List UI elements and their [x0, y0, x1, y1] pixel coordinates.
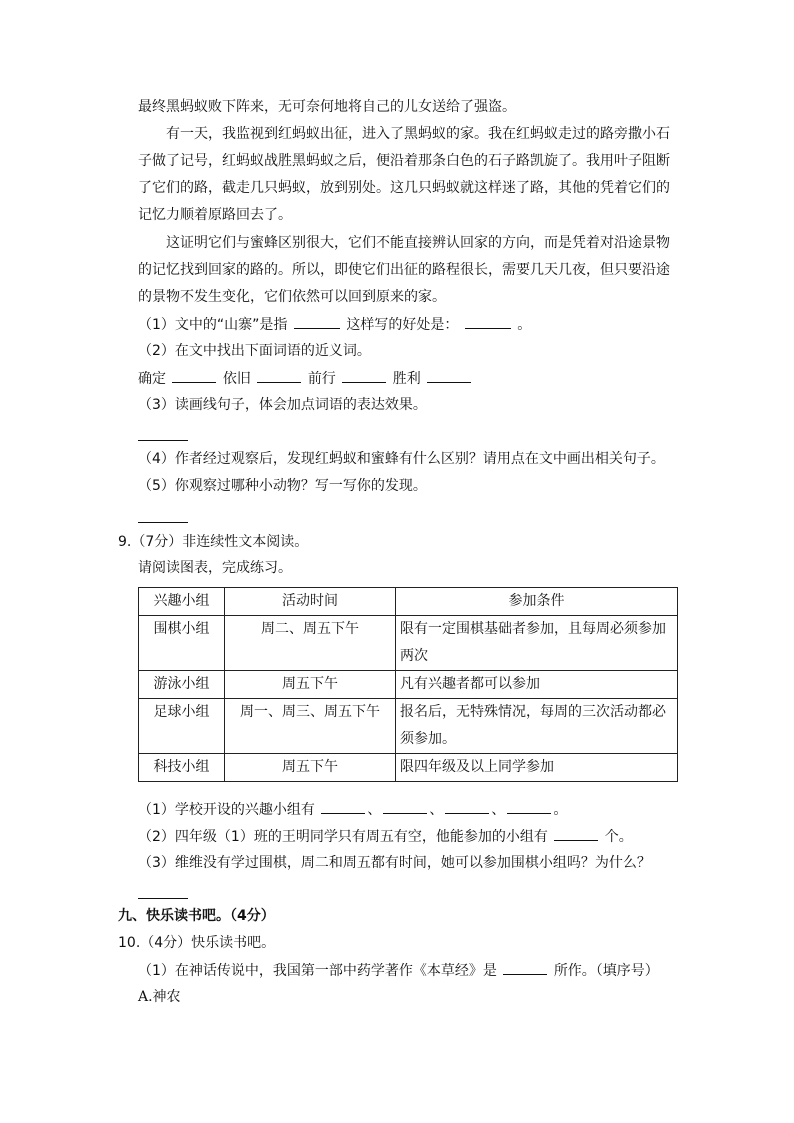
table-header: 活动时间 — [225, 588, 396, 616]
question-4: （4）作者经过观察后，发现红蚂蚁和蜜蜂有什么区别？请用点在文中画出相关句子。 — [138, 451, 665, 467]
answer-blank[interactable] — [321, 799, 365, 814]
table-cell: 周一、周三、周五下午 — [225, 699, 396, 754]
section-title: 九、快乐读书吧。（4分） — [118, 908, 275, 924]
passage-line: 的景物不发生变化，它们依然可以回到原来的家。 — [138, 289, 446, 305]
passage-line: 子做了记号，红蚂蚁战胜黑蚂蚁之后，便沿着那条白色的石子路凯旋了。我用叶子阻断 — [138, 153, 670, 169]
table-cell: 限有一定围棋基础者参加，且每周必须参加 两次 — [396, 616, 678, 671]
answer-blank[interactable] — [257, 368, 301, 383]
table-cell: 科技小组 — [139, 754, 225, 782]
table-header-row — [139, 588, 678, 616]
table-cell: 周五下午 — [225, 754, 396, 782]
answer-line[interactable] — [138, 440, 188, 441]
question-1: （1）文中的“山寨”是指 这样写的好处是： 。 — [138, 314, 531, 335]
table-cell: 凡有兴趣者都可以参加 — [396, 671, 678, 699]
passage-line: 这证明它们与蜜蜂区别很大，它们不能直接辨认回家的方向，而是凭着对沿途景物 — [166, 235, 670, 251]
answer-blank[interactable] — [342, 368, 386, 383]
table-cell: 报名后，无特殊情况，每周的三次活动都必 须参加。 — [396, 699, 678, 754]
interest-group-table — [138, 587, 678, 782]
table-row — [139, 699, 678, 754]
question-9-2: （2）四年级（1）班的王明同学只有周五有空，他能参加的小组有 个。 — [138, 826, 633, 847]
answer-blank[interactable] — [503, 960, 547, 975]
table-header: 兴趣小组 — [139, 588, 225, 616]
option-a: A.神农 — [138, 989, 181, 1005]
question-9-1: （1）学校开设的兴趣小组有 、 、 、 。 — [138, 799, 567, 820]
table-cell: 围棋小组 — [139, 616, 225, 671]
answer-blank[interactable] — [172, 368, 216, 383]
table-row — [139, 616, 678, 671]
answer-blank[interactable] — [445, 799, 489, 814]
answer-blank[interactable] — [294, 314, 340, 329]
passage-line: 了它们的路，截走几只蚂蚁，放到别处。这几只蚂蚁就这样迷了路，其他的凭着它们的 — [138, 180, 670, 196]
question-9-title: 9.（7分）非连续性文本阅读。 — [118, 534, 309, 550]
answer-line[interactable] — [138, 522, 188, 523]
passage-line: 最终黑蚂蚁败下阵来，无可奈何地将自己的儿女送给了强盗。 — [138, 99, 516, 115]
question-3: （3）读画线句子，体会加点词语的表达效果。 — [138, 397, 427, 413]
question-10-title: 10.（4分）快乐读书吧。 — [118, 935, 276, 951]
table-cell: 限四年级及以上同学参加 — [396, 754, 678, 782]
passage-line: 有一天，我监视到红蚂蚁出征，进入了黑蚂蚁的家。我在红蚂蚁走过的路旁撒小石 — [166, 126, 670, 142]
passage-line: 的记忆找到回家的路的。所以，即使它们出征的路程很长，需要几天几夜，但只要沿途 — [138, 262, 670, 278]
answer-blank[interactable] — [427, 368, 471, 383]
question-10-1: （1）在神话传说中，我国第一部中药学著作《本草经》是 所作。（填序号） — [138, 960, 659, 981]
table-row — [139, 671, 678, 699]
passage-line: 记忆力顺着原路回去了。 — [138, 207, 292, 223]
table-cell: 周五下午 — [225, 671, 396, 699]
question-9-3: （3）维维没有学过围棋，周二和周五都有时间，她可以参加围棋小组吗？为什么？ — [138, 855, 651, 871]
answer-blank[interactable] — [465, 314, 511, 329]
answer-blank[interactable] — [507, 799, 551, 814]
table-row — [139, 754, 678, 782]
synonym-row: 确定 依旧 前行 胜利 — [138, 368, 473, 389]
answer-blank[interactable] — [383, 799, 427, 814]
question-9-intro: 请阅读图表，完成练习。 — [138, 560, 292, 576]
table-cell: 周二、周五下午 — [225, 616, 396, 671]
table-cell: 足球小组 — [139, 699, 225, 754]
answer-line[interactable] — [138, 898, 188, 899]
table-cell: 游泳小组 — [139, 671, 225, 699]
question-2: （2）在文中找出下面词语的近义词。 — [138, 343, 371, 359]
answer-blank[interactable] — [554, 826, 598, 841]
question-5: （5）你观察过哪种小动物？写一写你的发现。 — [138, 478, 427, 494]
table-header: 参加条件 — [396, 588, 678, 616]
